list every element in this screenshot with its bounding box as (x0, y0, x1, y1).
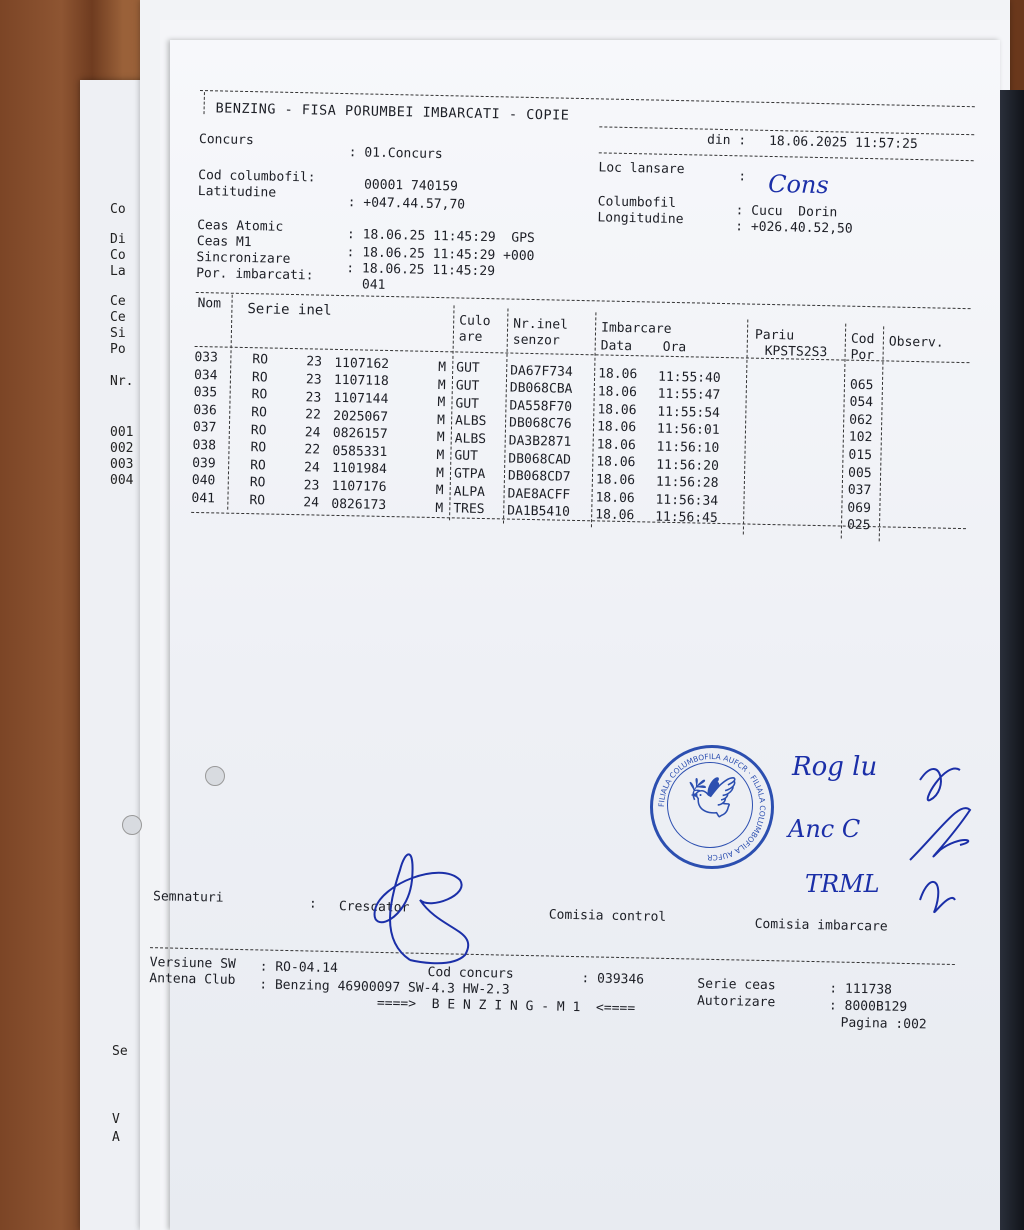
cell-nom: 038 (192, 437, 217, 454)
cell-culoare: ALPA (453, 483, 486, 500)
date-label: din : (706, 132, 747, 149)
svg-text:FILIALA COLUMBOFILA AUFCR · FI: FILIALA COLUMBOFILA AUFCR · FILIALA COLUMBOFILA AUFCR (656, 751, 768, 863)
cell-senzor: DA3B2871 (508, 433, 572, 450)
loc-lansare-handwritten: Cons (767, 169, 830, 200)
cell-culoare: GUT (456, 360, 480, 377)
back-sheet-text: 001 (110, 425, 134, 440)
back-sheet-text: 002 (110, 441, 134, 456)
cell-ora: 11:56:10 (656, 439, 720, 456)
cell-data: 18.06 (595, 472, 636, 489)
cell-data: 18.06 (595, 489, 635, 506)
cell-inel: 1107176 (331, 478, 387, 496)
back-sheet-text: A (112, 1130, 120, 1145)
cell-sex: M (436, 412, 446, 429)
antena-label: Antena Club (149, 971, 236, 988)
por-imbarcati-label: Por. imbarcati: (196, 265, 314, 284)
cell-data: 18.06 (596, 454, 636, 471)
cell-sex: M (438, 360, 447, 376)
cell-senzor: DB068C76 (508, 415, 572, 433)
col-header-nom: Nom (197, 295, 222, 312)
cell-sex: M (437, 377, 446, 393)
loc-lansare-label: Loc lansare (598, 160, 685, 178)
cell-an: 24 (303, 460, 320, 476)
cell-tara: RO (249, 457, 266, 474)
cell-cod-por: 054 (849, 394, 874, 411)
ceas-m1-label: Ceas M1 (196, 233, 252, 251)
cell-nom: 040 (191, 473, 216, 489)
column-divider (841, 324, 847, 539)
cell-inel: 2025067 (333, 408, 389, 425)
cell-nom: 035 (193, 385, 218, 401)
columbofil-value: : Cucu Dorin (735, 203, 838, 221)
cell-an: 24 (304, 424, 321, 441)
concurs-label: Concurs (198, 131, 254, 149)
cell-inel: 1107144 (333, 390, 389, 408)
column-divider (879, 326, 885, 541)
cell-sex: M (437, 395, 446, 411)
crescator-signature-scribble (350, 840, 490, 980)
sincronizare-label: Sincronizare (196, 249, 291, 267)
cell-data: 18.06 (596, 419, 637, 436)
latitudine-label: Latitudine (197, 183, 277, 201)
autorizare-value: : 8000B129 (828, 998, 908, 1016)
longitudine-value: : +026.40.52,50 (735, 219, 853, 237)
serie-ceas-value: : 111738 (829, 981, 893, 998)
versiune-label: Versiune SW (149, 955, 236, 972)
cod-columbofil-value: 00001 740159 (363, 177, 459, 195)
col-header-imbarcare: Imbarcare (600, 320, 672, 337)
cell-ora: 11:56:01 (656, 422, 720, 439)
benzing-banner: ====> B E N Z I N G - M 1 <==== (376, 995, 636, 1017)
col-header-cod: Cod (850, 331, 875, 348)
cell-senzor: DAE8ACFF (507, 486, 571, 503)
cell-inel: 1107118 (333, 373, 389, 390)
page-number: Pagina :002 (840, 1015, 927, 1033)
cell-cod-por: 037 (847, 482, 872, 499)
cell-cod-por: 062 (849, 412, 873, 428)
cell-data: 18.06 (595, 507, 635, 524)
handwritten-signature-3: TRML (805, 870, 880, 898)
cod-concurs-label: Cod concurs (427, 964, 514, 982)
back-sheet-text: Ce (110, 310, 126, 325)
cell-ora: 11:55:54 (657, 404, 721, 421)
cell-culoare: ALBS (454, 431, 487, 447)
cod-concurs-value: : 039346 (581, 971, 645, 988)
col-header-observ: Observ. (888, 334, 944, 351)
cell-inel: 1101984 (331, 461, 388, 478)
col-header-por: Por (850, 347, 875, 364)
ceas-m1-value: : 18.06.25 11:45:29 +000 (346, 245, 535, 265)
cell-cod-por: 015 (848, 447, 873, 464)
cell-sex: M (436, 430, 445, 446)
col-header-serie: Serie inel (247, 301, 332, 319)
cell-data: 18.06 (597, 366, 638, 383)
columbofil-label: Columbofil (597, 194, 677, 211)
cell-tara: RO (250, 440, 267, 456)
cell-senzor: DA67F734 (510, 363, 573, 380)
col-header-senzor: senzor (512, 332, 560, 349)
stamp-ring-text (653, 748, 771, 866)
printed-document (149, 90, 990, 1066)
cell-nom: 039 (192, 455, 216, 472)
pigeon-emblem-icon: 🕊 (687, 775, 738, 821)
column-divider (743, 320, 749, 535)
cell-cod-por: 005 (847, 465, 872, 481)
back-sheet-text: Di (110, 232, 126, 247)
cell-ora: 11:55:47 (657, 386, 721, 404)
cell-sex: M (435, 465, 445, 481)
cell-sex: M (435, 483, 444, 499)
page-title: BENZING - FISA PORUMBEI IMBARCATI - COPIE (215, 100, 570, 124)
cell-nom: 036 (193, 402, 217, 419)
back-sheet-text: La (110, 264, 126, 279)
cell-an: 22 (305, 407, 322, 423)
back-sheet-text: 003 (110, 457, 134, 472)
cell-nom: 041 (191, 490, 216, 507)
cell-an: 24 (303, 495, 320, 511)
signature-crescator-label: Crescator (338, 899, 410, 916)
cell-tara: RO (252, 352, 269, 368)
back-sheet-text: Nr. (110, 374, 134, 389)
back-sheet-text: Ce (110, 294, 126, 309)
cell-tara: RO (249, 475, 266, 491)
cell-an: 23 (305, 372, 322, 388)
cell-data: 18.06 (597, 401, 637, 418)
binder-edge (1000, 90, 1024, 1230)
cell-an: 23 (303, 477, 320, 494)
cell-ora: 11:56:20 (656, 457, 720, 474)
cell-ora: 11:56:34 (655, 492, 719, 509)
cell-inel: 0826157 (332, 426, 388, 443)
col-header-culoare-2: are (458, 329, 483, 345)
cell-culoare: ALBS (454, 413, 487, 430)
col-header-ora: Ora (662, 339, 687, 356)
signature-comisia-imbarcare-label: Comisia imbarcare (754, 916, 888, 935)
club-stamp (650, 745, 774, 869)
cell-senzor: DB068CAD (508, 451, 572, 468)
cell-tara: RO (250, 422, 267, 439)
signature-comisia-control-label: Comisia control (548, 907, 667, 925)
cell-data: 18.06 (597, 384, 638, 401)
column-divider (227, 295, 233, 510)
autorizare-label: Autorizare (696, 993, 776, 1011)
divider (599, 152, 974, 161)
cell-culoare: GUT (455, 378, 480, 394)
cell-culoare: TRES (453, 501, 485, 518)
cell-an: 22 (304, 442, 321, 458)
ceas-atomic-value: : 18.06.25 11:45:29 GPS (346, 227, 535, 247)
cell-nom: 033 (194, 349, 219, 366)
handwritten-signature-2: Anc C (788, 815, 861, 843)
cell-ora: 11:56:45 (654, 510, 718, 527)
divider (203, 92, 204, 114)
cell-cod-por: 069 (847, 500, 872, 516)
cell-tara: RO (251, 405, 268, 421)
cell-an: 23 (305, 389, 322, 406)
loc-lansare-sep: : (738, 169, 747, 185)
punch-hole (122, 815, 142, 835)
cell-culoare: GUT (454, 448, 479, 465)
cell-senzor: DA1B5410 (507, 503, 571, 521)
cell-inel: 0826173 (331, 496, 387, 513)
back-sheet-text: V (112, 1112, 120, 1127)
col-header-pariu: Pariu (754, 327, 795, 344)
cell-tara: RO (251, 387, 268, 403)
col-header-pariu-2: KPSTS2S3 (764, 343, 828, 361)
print-timestamp: 18.06.2025 11:57:25 (768, 133, 918, 153)
cell-nom: 037 (192, 420, 217, 436)
cell-ora: 11:56:28 (655, 474, 719, 492)
back-sheet-text: Si (110, 326, 126, 341)
signatures-sep: : (308, 896, 317, 912)
antena-value: : Benzing 46900097 SW-4.3 HW-2.3 (259, 977, 510, 998)
cell-cod-por: 102 (848, 429, 873, 446)
cell-sex: M (436, 448, 445, 464)
cell-senzor: DA558F70 (509, 398, 573, 415)
col-header-data: Data (600, 338, 633, 355)
cell-senzor: DB068CD7 (507, 468, 571, 485)
por-imbarcati-value: 041 (361, 277, 386, 293)
back-sheet-text: Po (110, 342, 126, 357)
cell-cod-por: 025 (846, 517, 871, 534)
back-sheet-text: Se (112, 1044, 128, 1059)
latitudine-value: : +047.44.57,70 (347, 195, 466, 213)
serie-ceas-label: Serie ceas (697, 976, 776, 994)
cell-inel: 0585331 (332, 443, 388, 460)
concurs-value: : 01.Concurs (348, 145, 443, 163)
back-sheet-text: 004 (110, 473, 134, 488)
cell-cod-por: 065 (849, 377, 874, 393)
cell-data: 18.06 (596, 437, 636, 453)
cell-culoare: GTPA (453, 466, 486, 483)
cod-columbofil-label: Cod columbofil: (198, 167, 316, 186)
longitudine-label: Longitudine (597, 210, 684, 228)
sincronizare-value: : 18.06.25 11:45:29 (346, 261, 496, 280)
back-sheet-text: Co (110, 248, 126, 263)
col-header-nrinel: Nr.inel (513, 316, 569, 333)
cell-ora: 11:55:40 (657, 369, 721, 386)
signature-flourishes (900, 750, 990, 920)
ceas-atomic-label: Ceas Atomic (197, 217, 284, 235)
cell-senzor: DB068CBA (509, 380, 573, 397)
back-sheet-text: Co (110, 202, 126, 217)
cell-nom: 034 (193, 367, 218, 384)
cell-inel: 1107162 (334, 355, 390, 372)
signatures-label: Semnaturi (152, 889, 224, 906)
cell-an: 23 (306, 354, 323, 370)
col-header-culoare: Culo (459, 313, 491, 330)
versiune-value: : RO-04.14 (259, 959, 339, 977)
handwritten-signature-1: Rog lu (792, 752, 878, 782)
cell-culoare: GUT (455, 396, 480, 412)
cell-tara: RO (249, 493, 266, 509)
cell-sex: M (435, 500, 444, 517)
cell-tara: RO (251, 369, 268, 386)
